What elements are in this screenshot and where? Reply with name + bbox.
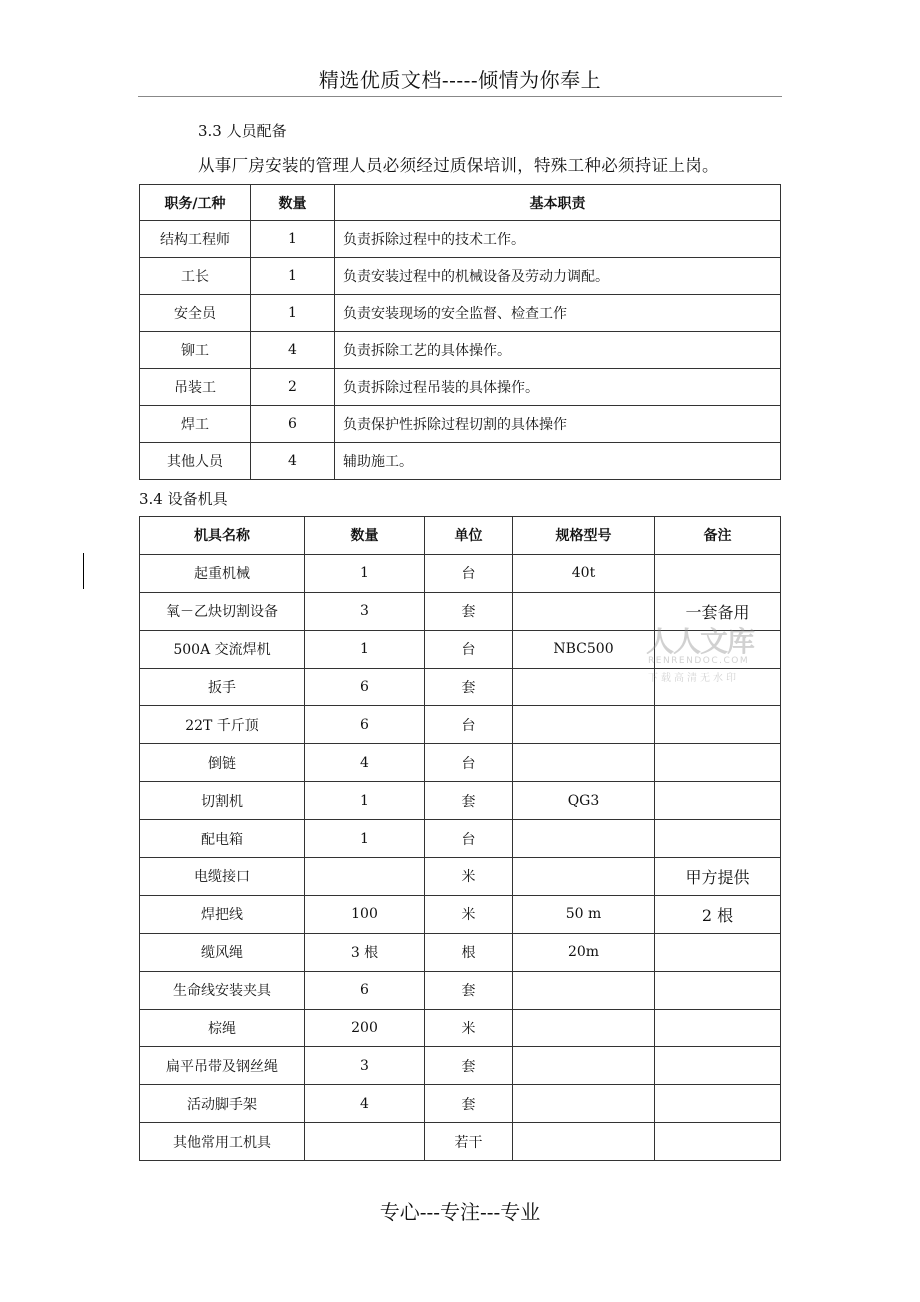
tool-quantity-cell: 4 (305, 1085, 425, 1123)
unit-cell: 米 (425, 1009, 513, 1047)
tool-quantity-cell: 4 (305, 744, 425, 782)
spec-cell (513, 744, 655, 782)
col-header-spec: 规格型号 (513, 517, 655, 555)
tool-quantity-cell: 1 (305, 630, 425, 668)
tool-name-cell: 扁平吊带及钢丝绳 (140, 1047, 305, 1085)
equipment-row (140, 782, 781, 820)
remark-cell (655, 820, 781, 858)
equipment-table (139, 516, 781, 1161)
remark-cell (655, 706, 781, 744)
watermark-brand: 人人文库 (646, 625, 755, 658)
spec-cell (513, 668, 655, 706)
spec-cell (513, 706, 655, 744)
duty-cell: 负责安装现场的安全监督、检查工作 (335, 295, 781, 332)
position-cell: 安全员 (140, 295, 251, 332)
unit-cell: 套 (425, 782, 513, 820)
tool-quantity-cell: 1 (305, 782, 425, 820)
duty-cell: 负责拆除过程中的技术工作。 (335, 221, 781, 258)
tool-name-cell: 其他常用工机具 (140, 1123, 305, 1161)
tool-name-cell: 生命线安装夹具 (140, 971, 305, 1009)
quantity-cell: 2 (251, 369, 335, 406)
tool-quantity-cell: 3 根 (305, 933, 425, 971)
spec-cell (513, 971, 655, 1009)
remark-cell: 2 根 (655, 895, 781, 933)
staff-row (140, 332, 781, 369)
unit-cell: 套 (425, 971, 513, 1009)
tool-quantity-cell: 6 (305, 668, 425, 706)
staff-row (140, 369, 781, 406)
equipment-row (140, 1123, 781, 1161)
tool-quantity-cell (305, 1123, 425, 1161)
col-header-unit: 单位 (425, 517, 513, 555)
equipment-row (140, 971, 781, 1009)
equipment-row (140, 554, 781, 592)
remark-cell (655, 1085, 781, 1123)
page-footer: 专心---专注---专业 (379, 1200, 541, 1224)
col-header-remark: 备注 (655, 517, 781, 555)
spec-cell (513, 1123, 655, 1161)
position-cell: 焊工 (140, 406, 251, 443)
spec-cell: 20m (513, 933, 655, 971)
remark-cell (655, 1123, 781, 1161)
remark-cell (655, 971, 781, 1009)
unit-cell: 套 (425, 1085, 513, 1123)
equipment-row (140, 706, 781, 744)
staff-row (140, 406, 781, 443)
equipment-row (140, 744, 781, 782)
unit-cell: 若干 (425, 1123, 513, 1161)
unit-cell: 根 (425, 933, 513, 971)
equipment-row (140, 1085, 781, 1123)
tool-name-cell: 配电箱 (140, 820, 305, 858)
duty-cell: 负责保护性拆除过程切割的具体操作 (335, 406, 781, 443)
duty-cell: 辅助施工。 (335, 443, 781, 480)
remark-cell (655, 744, 781, 782)
unit-cell: 套 (425, 592, 513, 630)
remark-cell (655, 554, 781, 592)
remark-cell (655, 1009, 781, 1047)
equipment-row (140, 895, 781, 933)
spec-cell (513, 1085, 655, 1123)
tool-quantity-cell: 1 (305, 554, 425, 592)
col-header-duty: 基本职责 (335, 185, 781, 221)
tool-name-cell: 切割机 (140, 782, 305, 820)
equipment-row (140, 858, 781, 896)
position-cell: 吊装工 (140, 369, 251, 406)
col-header-position: 职务/工种 (140, 185, 251, 221)
quantity-cell: 1 (251, 221, 335, 258)
section-3-4-heading: 3.4 设备机具 (139, 490, 228, 508)
spec-cell: QG3 (513, 782, 655, 820)
duty-cell: 负责拆除过程吊装的具体操作。 (335, 369, 781, 406)
tool-name-cell: 倒链 (140, 744, 305, 782)
tool-quantity-cell: 6 (305, 706, 425, 744)
unit-cell: 套 (425, 668, 513, 706)
watermark-domain: RENRENDOC.COM (648, 656, 750, 666)
remark-cell (655, 1047, 781, 1085)
quantity-cell: 6 (251, 406, 335, 443)
quantity-cell: 4 (251, 443, 335, 480)
tool-name-cell: 22T 千斤顶 (140, 706, 305, 744)
position-cell: 结构工程师 (140, 221, 251, 258)
section-3-3-heading: 3.3 人员配备 (198, 122, 287, 140)
tool-name-cell: 焊把线 (140, 895, 305, 933)
tool-name-cell: 起重机械 (140, 554, 305, 592)
tool-name-cell: 活动脚手架 (140, 1085, 305, 1123)
tool-name-cell: 电缆接口 (140, 858, 305, 896)
page-header: 精选优质文档-----倾情为你奉上 (318, 68, 602, 92)
unit-cell: 米 (425, 895, 513, 933)
text-cursor (83, 553, 84, 589)
staff-table-header (140, 185, 781, 221)
remark-cell (655, 782, 781, 820)
unit-cell: 台 (425, 706, 513, 744)
remark-cell: 一套备用 (655, 592, 781, 630)
duty-cell: 负责拆除工艺的具体操作。 (335, 332, 781, 369)
quantity-cell: 1 (251, 258, 335, 295)
remark-cell: 甲方提供 (655, 858, 781, 896)
tool-quantity-cell: 3 (305, 1047, 425, 1085)
tool-name-cell: 氧－乙炔切割设备 (140, 592, 305, 630)
tool-quantity-cell: 200 (305, 1009, 425, 1047)
col-header-tool-name: 机具名称 (140, 517, 305, 555)
staff-row (140, 258, 781, 295)
tool-quantity-cell: 3 (305, 592, 425, 630)
position-cell: 工长 (140, 258, 251, 295)
staff-row (140, 295, 781, 332)
tool-quantity-cell: 100 (305, 895, 425, 933)
spec-cell (513, 592, 655, 630)
quantity-cell: 1 (251, 295, 335, 332)
tool-name-cell: 500A 交流焊机 (140, 630, 305, 668)
spec-cell: NBC500 (513, 630, 655, 668)
staff-row (140, 443, 781, 480)
watermark-note: 下载高清无水印 (648, 673, 739, 684)
equipment-row (140, 1009, 781, 1047)
remark-cell (655, 933, 781, 971)
spec-cell (513, 858, 655, 896)
unit-cell: 套 (425, 1047, 513, 1085)
equipment-row (140, 933, 781, 971)
quantity-cell: 4 (251, 332, 335, 369)
col-header-tool-quantity: 数量 (305, 517, 425, 555)
tool-quantity-cell (305, 858, 425, 896)
tool-quantity-cell: 6 (305, 971, 425, 1009)
tool-name-cell: 扳手 (140, 668, 305, 706)
unit-cell: 台 (425, 630, 513, 668)
renrendoc-watermark (646, 620, 772, 686)
position-cell: 铆工 (140, 332, 251, 369)
equipment-row (140, 1047, 781, 1085)
col-header-quantity: 数量 (251, 185, 335, 221)
unit-cell: 台 (425, 820, 513, 858)
tool-name-cell: 缆风绳 (140, 933, 305, 971)
tool-quantity-cell: 1 (305, 820, 425, 858)
spec-cell: 40t (513, 554, 655, 592)
staff-row (140, 221, 781, 258)
section-3-3-paragraph: 从事厂房安装的管理人员必须经过质保培训，特殊工种必须持证上岗。 (198, 156, 719, 175)
staff-table (139, 184, 781, 480)
equipment-table-header (140, 517, 781, 555)
spec-cell (513, 1009, 655, 1047)
equipment-row (140, 820, 781, 858)
header-divider (138, 96, 782, 97)
unit-cell: 米 (425, 858, 513, 896)
unit-cell: 台 (425, 744, 513, 782)
spec-cell (513, 1047, 655, 1085)
duty-cell: 负责安装过程中的机械设备及劳动力调配。 (335, 258, 781, 295)
spec-cell: 50 m (513, 895, 655, 933)
tool-name-cell: 棕绳 (140, 1009, 305, 1047)
spec-cell (513, 820, 655, 858)
unit-cell: 台 (425, 554, 513, 592)
position-cell: 其他人员 (140, 443, 251, 480)
